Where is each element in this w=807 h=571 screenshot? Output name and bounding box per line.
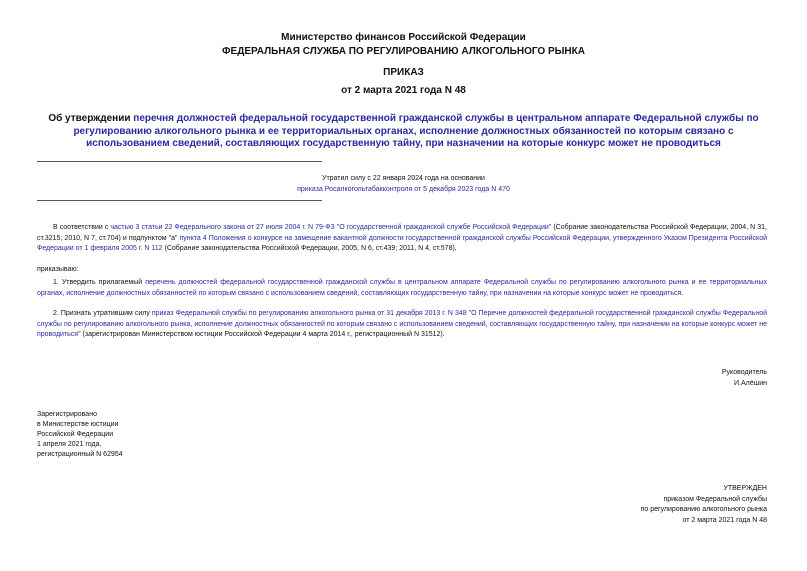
void-notice-link[interactable]: приказа Росалкогольтабакконтроля от 5 декабря 2023 года N 470 [297, 186, 510, 193]
signatory-position: Руководитель [721, 369, 767, 376]
item-1-text-1: 1. Утвердить прилагаемый [53, 279, 146, 286]
preamble-text-2: (Собрание законодательства Российской Федерации, 2004, N 31, ст.3215; 2010, N 7, ст.704) и подпунктом "а" [37, 224, 767, 242]
law-link[interactable]: частью 3 статьи 22 Федерального закона от 27 июля 2004 г. N 79-ФЗ "О государственной гражданской службе Российской Федерации" [110, 224, 552, 231]
void-notice-text: Утратил силу с 22 января 2024 года на основании [322, 175, 485, 182]
repealed-order-link[interactable]: приказ Федеральной службы по регулированию алкогольного рынка от 31 декабря 2013 г. N 348 "О Перечне должностей федеральной государственной гражданской службы Федеральной службы по регулированию алкогольного рынка, исполнение должностных обязанностей по которым связано с использованием сведений, составляющих государственную тайну, при назначении на которые конкурс может не проводиться" [37, 310, 767, 338]
registration-line: в Министерстве юстиции [37, 421, 119, 428]
preamble-paragraph [37, 223, 767, 255]
document-type: ПРИКАЗ [383, 67, 424, 78]
approval-line: от 2 марта 2021 года N 48 [682, 517, 767, 524]
approval-line: по регулированию алкогольного рынка [640, 506, 767, 513]
title-link[interactable]: перечня должностей федеральной государственной гражданской службы в центральном аппарате Федеральной службы по регулированию алкогольного рынка и ее территориальных органах, исполнение должностных обязанностей по которым связано с использованием сведений, составляющих государственную тайну, при назначении на которые конкурс может не проводиться [73, 113, 759, 149]
document-title [40, 113, 767, 151]
ministry-name: Министерство финансов Российской Федерации [281, 32, 526, 43]
order-word: приказываю: [37, 266, 79, 273]
item-2 [37, 309, 767, 341]
item-2-text-1: 2. Признать утратившим силу [53, 310, 152, 317]
signatory-name: И.Алёшин [733, 380, 767, 387]
registration-line: 1 апреля 2021 года, [37, 441, 102, 448]
preamble-text-1: В соответствии с [53, 224, 111, 231]
registration-line: Российской Федерации [37, 431, 114, 438]
list-link[interactable]: перечень должностей федеральной государственной гражданской службы в центральном аппарате Федеральной службы по регулированию алкогольного рынка и ее территориальных органах, исполнение должностных обязанностей по которым связано с использованием сведений, составляющих государственную тайну, при назначении на которые конкурс может не проводиться [37, 279, 767, 297]
title-prefix: Об утверждении [48, 113, 134, 124]
item-1 [37, 278, 767, 299]
divider-top [37, 161, 322, 162]
divider-bottom [37, 200, 322, 201]
item-2-text-2: (зарегистрирован Министерством юстиции Российской Федерации 4 марта 2014 г., регистрационный N 31512). [80, 331, 445, 338]
approval-line: приказом Федеральной службы [663, 496, 767, 503]
approval-line: УТВЕРЖДЕН [723, 485, 767, 492]
document-date-number: от 2 марта 2021 года N 48 [341, 85, 466, 96]
decree-link[interactable]: пункта 4 Положения о конкурсе на замещение вакантной должности государственной гражданской службы Российской Федерации, утвержденного Указом Президента Российской Федерации от 1 февраля 2005 г. N 112 [37, 234, 767, 252]
registration-line: регистрационный N 62954 [37, 451, 123, 458]
registration-line: Зарегистрировано [37, 411, 97, 418]
preamble-text-3: (Собрание законодательства Российской Федерации, 2005, N 6, ст.439; 2011, N 4, ст.578), [162, 245, 457, 252]
service-name: ФЕДЕРАЛЬНАЯ СЛУЖБА ПО РЕГУЛИРОВАНИЮ АЛКОГОЛЬНОГО РЫНКА [222, 46, 585, 57]
item-1-text-2: . [681, 289, 684, 297]
